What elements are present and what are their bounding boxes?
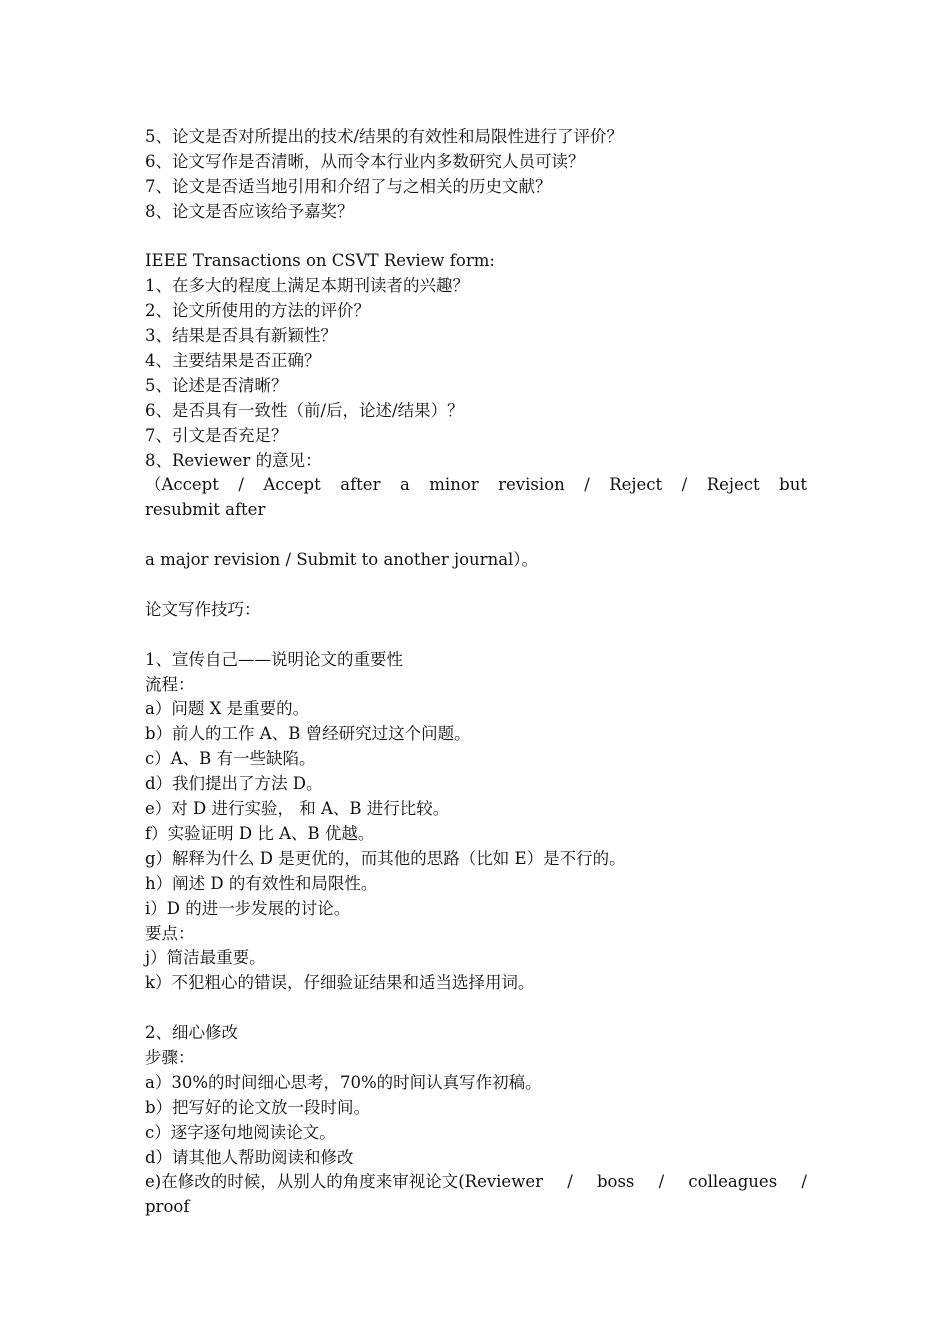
review-question-5: 5、论文是否对所提出的技术/结果的有效性和局限性进行了评价？ bbox=[145, 127, 624, 146]
csvt-item: 5、论述是否清晰？ bbox=[145, 375, 288, 395]
flow-item: g）解释为什么 D 是更优的，而其他的思路（比如 E）是不行的。 bbox=[145, 848, 626, 868]
review-question-7: 7、论文是否适当地引用和介绍了与之相关的历史文献？ bbox=[145, 176, 552, 196]
option-word: Accept bbox=[263, 475, 321, 495]
csvt-item: 1、在多大的程度上满足本期刊读者的兴趣？ bbox=[145, 276, 469, 296]
step-e-line bbox=[145, 1170, 807, 1195]
option-word: but bbox=[779, 475, 807, 495]
csvt-item: 4、主要结果是否正确？ bbox=[145, 351, 321, 371]
tips-title: 论文写作技巧： bbox=[145, 599, 261, 619]
step-e-word: / bbox=[658, 1172, 665, 1192]
option-word: Reject bbox=[706, 475, 760, 495]
option-word: / bbox=[584, 475, 590, 495]
reviewer-options-line-3: a major revision / Submit to another journal）。 bbox=[145, 550, 539, 570]
flow-item: a）问题 X 是重要的。 bbox=[145, 699, 310, 719]
blank-line bbox=[145, 623, 807, 648]
review-question-8: 8、论文是否应该给予嘉奖？ bbox=[145, 201, 354, 221]
step-e-word: / bbox=[801, 1172, 807, 1192]
step-e-line-2: proof bbox=[145, 1197, 190, 1217]
option-word: minor bbox=[429, 475, 479, 495]
point-item: k）不犯粗心的错误，仔细验证结果和适当选择用词。 bbox=[145, 973, 535, 993]
section-1-title: 1、宣传自己——说明论文的重要性 bbox=[145, 649, 403, 669]
blank-line bbox=[145, 523, 807, 548]
csvt-item: 6、是否具有一致性（前/后，论述/结果）？ bbox=[145, 400, 464, 420]
step-item: c）逐字逐句地阅读论文。 bbox=[145, 1122, 336, 1142]
flow-item: f）实验证明 D 比 A、B 优越。 bbox=[145, 823, 375, 843]
blank-line bbox=[145, 573, 807, 598]
option-word: a bbox=[399, 475, 410, 495]
csvt-item: 3、结果是否具有新颖性？ bbox=[145, 326, 337, 346]
flow-label: 流程： bbox=[145, 674, 195, 694]
step-item: b）把写好的论文放一段时间。 bbox=[145, 1097, 371, 1117]
document-page bbox=[145, 125, 807, 1220]
reviewer-options-line-2: resubmit after bbox=[145, 500, 266, 520]
csvt-item: 7、引文是否充足？ bbox=[145, 425, 288, 445]
step-e-word: e)在修改的时候，从别人的角度来审视论文(Reviewer bbox=[145, 1172, 543, 1192]
flow-item: e）对 D 进行实验， 和 A、B 进行比较。 bbox=[145, 799, 450, 819]
step-e-word: colleagues bbox=[688, 1172, 778, 1192]
step-e-word: boss bbox=[596, 1172, 635, 1192]
flow-item: h）阐述 D 的有效性和局限性。 bbox=[145, 873, 378, 893]
step-item: a）30%的时间细心思考，70%的时间认真写作初稿。 bbox=[145, 1072, 542, 1092]
section-2-title: 2、细心修改 bbox=[145, 1023, 238, 1043]
review-question-6: 6、论文写作是否清晰，从而令本行业内多数研究人员可读？ bbox=[145, 151, 585, 171]
option-word: revision bbox=[498, 475, 565, 495]
csvt-item: 2、论文所使用的方法的评价？ bbox=[145, 301, 370, 321]
option-word: after bbox=[340, 475, 381, 495]
csvt-heading: IEEE Transactions on CSVT Review form: bbox=[145, 251, 495, 271]
reviewer-options-line bbox=[145, 473, 807, 498]
point-item: j）简洁最重要。 bbox=[145, 948, 266, 968]
flow-item: c）A、B 有一些缺陷。 bbox=[145, 749, 316, 769]
blank-line bbox=[145, 225, 807, 250]
step-e-word: / bbox=[567, 1172, 573, 1192]
flow-item: b）前人的工作 A、B 曾经研究过这个问题。 bbox=[145, 724, 471, 744]
step-item: d）请其他人帮助阅读和修改 bbox=[145, 1147, 354, 1167]
option-word: Reject bbox=[609, 475, 663, 495]
option-word: （Accept bbox=[145, 475, 219, 495]
points-label: 要点： bbox=[145, 923, 195, 943]
steps-label: 步骤： bbox=[145, 1047, 195, 1067]
blank-line bbox=[145, 996, 807, 1021]
flow-item: i）D 的进一步发展的讨论。 bbox=[145, 898, 351, 918]
option-word: / bbox=[238, 475, 244, 495]
flow-item: d）我们提出了方法 D。 bbox=[145, 774, 323, 794]
csvt-item: 8、Reviewer 的意见： bbox=[145, 450, 322, 470]
option-word: / bbox=[681, 475, 688, 495]
